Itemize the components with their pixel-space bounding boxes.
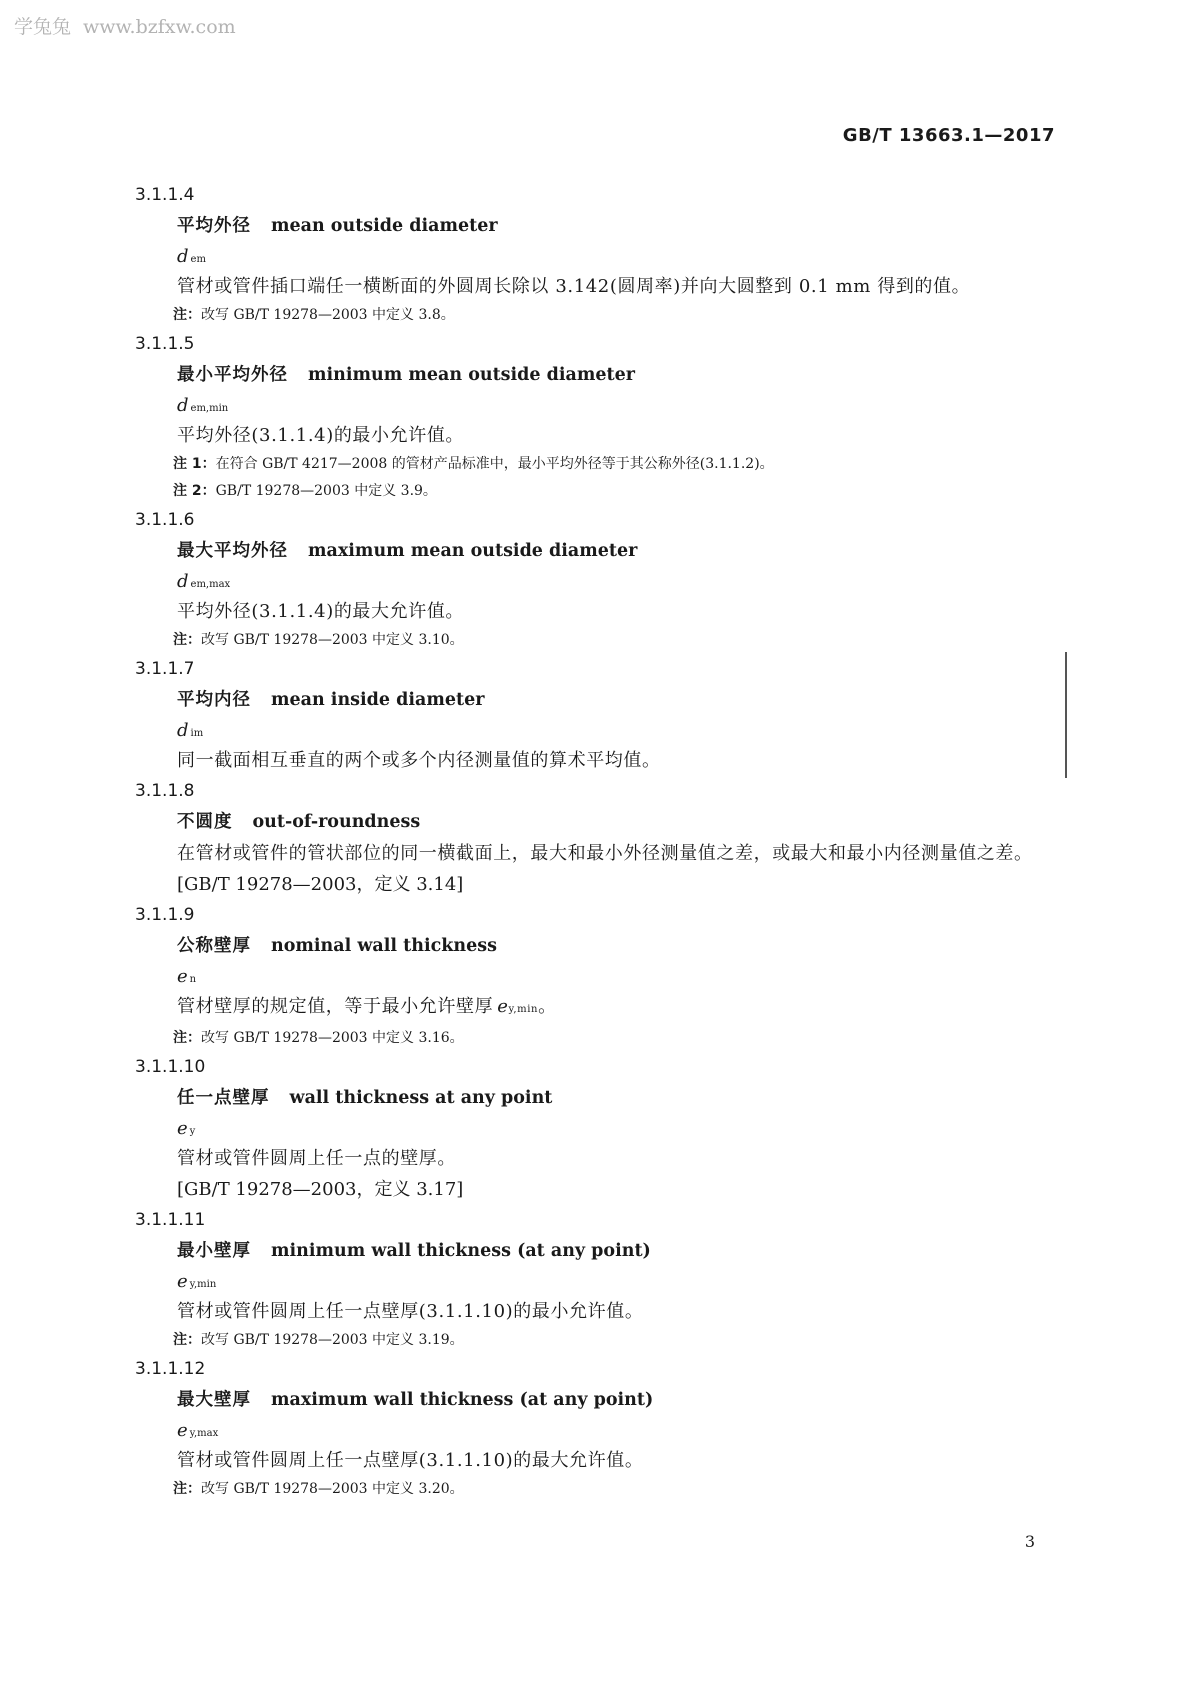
note-label: 注： <box>173 1332 201 1348</box>
term-title-en: maximum wall thickness (at any point) <box>271 1390 654 1410</box>
term-note <box>173 1327 1055 1354</box>
term-title <box>177 1235 1055 1267</box>
term-definition: 管材或管件圆周上任一点壁厚(3.1.1.10)的最大允许值。 <box>177 1450 644 1471</box>
term-note <box>173 302 1055 329</box>
watermark-url: www.bzfxw.com <box>83 16 236 38</box>
term-reference: [GB/T 19278—2003，定义 3.17] <box>177 1179 464 1200</box>
note-label: 注： <box>173 307 201 323</box>
term-title <box>177 535 1055 567</box>
symbol-subscript: em <box>190 254 206 265</box>
symbol-letter: d <box>177 571 189 592</box>
term-title-zh: 平均内径 <box>177 690 251 710</box>
term-title <box>177 1384 1055 1416</box>
term-3-1-1-8 <box>135 776 1055 900</box>
term-symbol <box>177 962 1055 992</box>
note-text: 改写 GB/T 19278—2003 中定义 3.8。 <box>201 307 455 323</box>
term-symbol <box>177 716 1055 746</box>
term-definition: 平均外径(3.1.1.4)的最大允许值。 <box>177 601 465 622</box>
term-3-1-1-11 <box>135 1205 1055 1354</box>
term-note <box>173 451 1055 478</box>
term-note <box>173 1476 1055 1503</box>
term-number: 3.1.1.7 <box>135 659 195 679</box>
definition-end: 。 <box>538 996 557 1017</box>
symbol-letter: d <box>177 395 189 416</box>
note-text: GB/T 19278—2003 中定义 3.9。 <box>215 483 437 499</box>
term-number: 3.1.1.12 <box>135 1359 206 1379</box>
note-text: 改写 GB/T 19278—2003 中定义 3.16。 <box>201 1030 464 1046</box>
symbol-letter: d <box>177 246 189 267</box>
symbol-subscript: y,max <box>189 1428 219 1439</box>
definition-symbol: e <box>497 996 509 1017</box>
term-3-1-1-9 <box>135 900 1055 1052</box>
term-number: 3.1.1.9 <box>135 905 195 925</box>
symbol-subscript: em,min <box>190 403 229 414</box>
term-title-en: wall thickness at any point <box>289 1088 553 1108</box>
document-code: GB/T 13663.1—2017 <box>842 125 1055 146</box>
term-definition: 管材或管件圆周上任一点壁厚(3.1.1.10)的最小允许值。 <box>177 1301 644 1322</box>
term-title-en: nominal wall thickness <box>271 936 497 956</box>
note-label: 注： <box>173 1030 201 1046</box>
term-3-1-1-4 <box>135 180 1055 329</box>
term-title <box>177 359 1055 391</box>
term-definition: 在管材或管件的管状部位的同一横截面上，最大和最小外径测量值之差，或最大和最小内径测量值之差。 <box>177 843 1033 864</box>
term-symbol <box>177 567 1055 597</box>
term-definition: 管材或管件插口端任一横断面的外圆周长除以 3.142(圆周率)并向大圆整到 0.1 mm 得到的值。 <box>177 276 971 297</box>
note-label: 注 1： <box>173 456 216 472</box>
term-title-zh: 公称壁厚 <box>177 936 251 956</box>
term-3-1-1-12 <box>135 1354 1055 1503</box>
term-number: 3.1.1.8 <box>135 781 195 801</box>
term-title-en: mean outside diameter <box>271 216 498 236</box>
note-label: 注： <box>173 632 201 648</box>
symbol-subscript: n <box>189 974 197 985</box>
term-definition: 同一截面相互垂直的两个或多个内径测量值的算术平均值。 <box>177 750 661 771</box>
term-title-zh: 最大壁厚 <box>177 1390 251 1410</box>
term-symbol <box>177 1416 1055 1446</box>
term-note <box>173 1025 1055 1052</box>
note-text: 改写 GB/T 19278—2003 中定义 3.19。 <box>201 1332 464 1348</box>
watermark <box>14 12 236 39</box>
term-number: 3.1.1.11 <box>135 1210 206 1230</box>
symbol-letter: e <box>177 1271 188 1292</box>
note-label: 注： <box>173 1481 201 1497</box>
term-title-zh: 最小壁厚 <box>177 1241 251 1261</box>
term-3-1-1-5 <box>135 329 1055 505</box>
symbol-letter: e <box>177 1420 188 1441</box>
term-number: 3.1.1.10 <box>135 1057 206 1077</box>
term-title <box>177 930 1055 962</box>
term-title <box>177 806 1055 838</box>
term-symbol <box>177 1114 1055 1144</box>
term-title-en: maximum mean outside diameter <box>308 541 638 561</box>
margin-change-bar <box>1065 652 1067 778</box>
definition-text: 管材壁厚的规定值，等于最小允许壁厚 <box>177 996 494 1017</box>
term-3-1-1-6 <box>135 505 1055 654</box>
term-title <box>177 1082 1055 1114</box>
term-title-zh: 不圆度 <box>177 812 233 832</box>
term-title-zh: 最大平均外径 <box>177 541 288 561</box>
term-note <box>173 627 1055 654</box>
symbol-letter: e <box>177 966 188 987</box>
term-title-en: out-of-roundness <box>252 812 421 832</box>
term-symbol <box>177 242 1055 272</box>
term-reference: [GB/T 19278—2003，定义 3.14] <box>177 874 464 895</box>
term-definition: 管材或管件圆周上任一点的壁厚。 <box>177 1148 456 1169</box>
symbol-letter: e <box>177 1118 188 1139</box>
term-symbol <box>177 1267 1055 1297</box>
term-note <box>173 478 1055 505</box>
note-text: 改写 GB/T 19278—2003 中定义 3.10。 <box>201 632 464 648</box>
term-3-1-1-10 <box>135 1052 1055 1205</box>
term-list <box>135 180 1055 1503</box>
term-title-zh: 最小平均外径 <box>177 365 288 385</box>
term-3-1-1-7 <box>135 654 1055 776</box>
term-definition: 平均外径(3.1.1.4)的最小允许值。 <box>177 425 465 446</box>
symbol-subscript: im <box>190 728 204 739</box>
note-text: 改写 GB/T 19278—2003 中定义 3.20。 <box>201 1481 464 1497</box>
term-title-en: mean inside diameter <box>271 690 485 710</box>
note-label: 注 2： <box>173 483 216 499</box>
term-title-en: minimum wall thickness (at any point) <box>271 1241 651 1261</box>
symbol-subscript: y,min <box>189 1279 217 1290</box>
term-definition <box>177 992 1055 1025</box>
symbol-letter: d <box>177 720 189 741</box>
term-title-en: minimum mean outside diameter <box>308 365 635 385</box>
term-title-zh: 任一点壁厚 <box>177 1088 270 1108</box>
term-title <box>177 210 1055 242</box>
definition-symbol-subscript: y,min <box>508 1004 539 1015</box>
term-symbol <box>177 391 1055 421</box>
watermark-brand: 学兔兔 <box>14 16 72 38</box>
page-number: 3 <box>1024 1532 1035 1551</box>
term-number: 3.1.1.4 <box>135 185 195 205</box>
term-title-zh: 平均外径 <box>177 216 251 236</box>
term-number: 3.1.1.6 <box>135 510 195 530</box>
term-title <box>177 684 1055 716</box>
symbol-subscript: em,max <box>190 579 231 590</box>
note-text: 在符合 GB/T 4217—2008 的管材产品标准中，最小平均外径等于其公称外径(3.1.1.2)。 <box>215 456 774 472</box>
term-number: 3.1.1.5 <box>135 334 195 354</box>
symbol-subscript: y <box>189 1126 196 1137</box>
